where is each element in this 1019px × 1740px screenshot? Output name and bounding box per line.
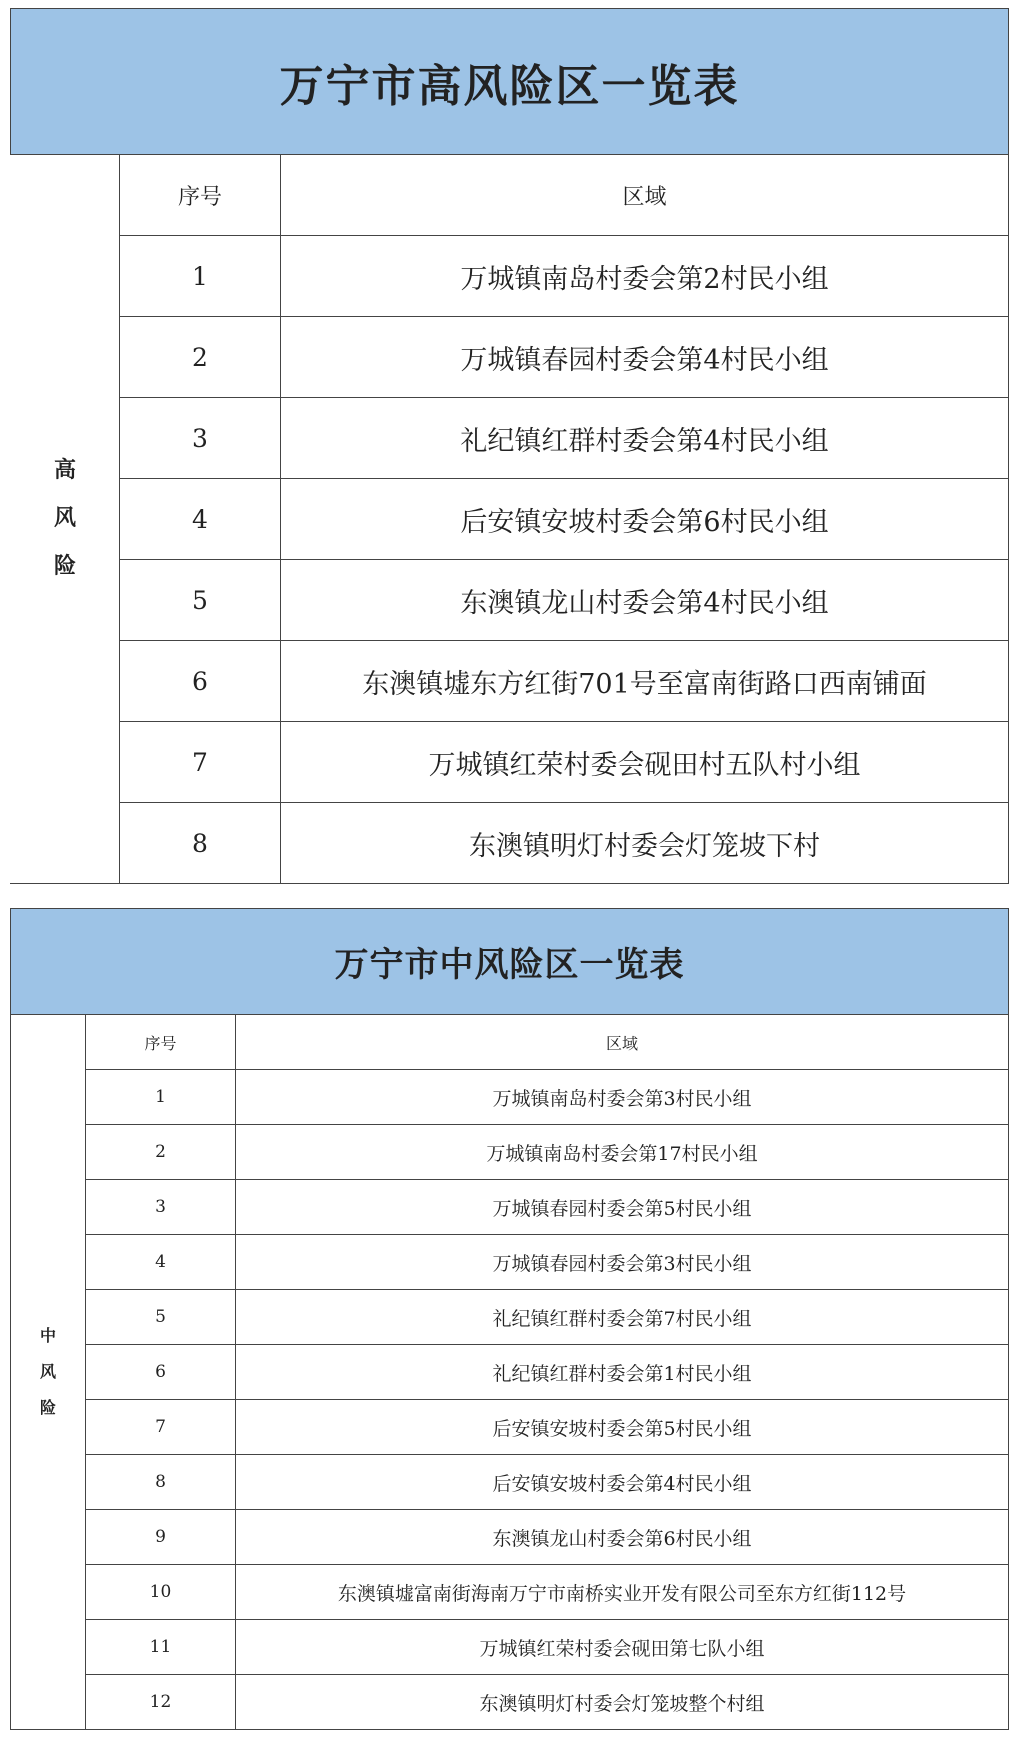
- row-area: 万城镇南岛村委会第3村民小组: [236, 1070, 1009, 1125]
- row-num: 3: [86, 1180, 236, 1235]
- row-num: 3: [120, 398, 281, 479]
- side-char: 风: [53, 506, 76, 531]
- row-area: 东澳镇墟东方红街701号至富南街路口西南铺面: [281, 641, 1009, 722]
- table-row: [11, 398, 1009, 479]
- row-num: 7: [120, 722, 281, 803]
- row-num: 8: [120, 803, 281, 884]
- row-area: 礼纪镇红群村委会第1村民小组: [236, 1345, 1009, 1400]
- row-num: 11: [86, 1620, 236, 1675]
- table-row: [11, 1345, 1009, 1400]
- column-header-num: 序号: [120, 155, 281, 236]
- row-num: 4: [120, 479, 281, 560]
- row-num: 10: [86, 1565, 236, 1620]
- row-area: 万城镇红荣村委会砚田村五队村小组: [281, 722, 1009, 803]
- row-area: 万城镇南岛村委会第2村民小组: [281, 236, 1009, 317]
- table-row: [11, 803, 1009, 884]
- high-risk-table-body: [11, 9, 1009, 884]
- row-num: 8: [86, 1455, 236, 1510]
- row-area: 东澳镇明灯村委会灯笼坡整个村组: [236, 1675, 1009, 1730]
- column-header-area: 区域: [236, 1015, 1009, 1070]
- row-area: 后安镇安坡村委会第4村民小组: [236, 1455, 1009, 1510]
- row-num: 6: [86, 1345, 236, 1400]
- table-row: [11, 1565, 1009, 1620]
- row-num: 5: [120, 560, 281, 641]
- row-area: 礼纪镇红群村委会第7村民小组: [236, 1290, 1009, 1345]
- row-num: 12: [86, 1675, 236, 1730]
- table-row: [11, 1620, 1009, 1675]
- high-risk-title: 万宁市高风险区一览表: [11, 9, 1009, 155]
- row-num: 2: [120, 317, 281, 398]
- table-row: [11, 722, 1009, 803]
- side-char: 高: [53, 458, 76, 483]
- row-num: 4: [86, 1235, 236, 1290]
- row-area: 东澳镇龙山村委会第4村民小组: [281, 560, 1009, 641]
- medium-risk-table-body: [11, 909, 1009, 1730]
- row-area: 万城镇春园村委会第4村民小组: [281, 317, 1009, 398]
- row-num: 7: [86, 1400, 236, 1455]
- row-area: 万城镇春园村委会第5村民小组: [236, 1180, 1009, 1235]
- column-header-num: 序号: [86, 1015, 236, 1070]
- table-row: [11, 1235, 1009, 1290]
- medium-risk-header-row: [11, 1015, 1009, 1070]
- table-row: [11, 1675, 1009, 1730]
- table-row: [11, 1510, 1009, 1565]
- row-area: 东澳镇明灯村委会灯笼坡下村: [281, 803, 1009, 884]
- row-area: 后安镇安坡村委会第6村民小组: [281, 479, 1009, 560]
- table-row: [11, 317, 1009, 398]
- table-row: [11, 1290, 1009, 1345]
- table-row: [11, 236, 1009, 317]
- table-row: [11, 641, 1009, 722]
- row-num: 5: [86, 1290, 236, 1345]
- high-risk-table: [10, 8, 1009, 884]
- side-char: 中: [39, 1326, 56, 1345]
- row-num: 6: [120, 641, 281, 722]
- side-char: 风: [39, 1362, 56, 1381]
- table-row: [11, 1180, 1009, 1235]
- table-row: [11, 479, 1009, 560]
- table-row: [11, 1070, 1009, 1125]
- row-area: 东澳镇墟富南街海南万宁市南桥实业开发有限公司至东方红街112号: [236, 1565, 1009, 1620]
- row-num: 1: [86, 1070, 236, 1125]
- medium-risk-side-label: [11, 1015, 86, 1730]
- table-row: [11, 1125, 1009, 1180]
- high-risk-header-row: [11, 155, 1009, 236]
- high-risk-side-label: [11, 155, 120, 884]
- row-num: 9: [86, 1510, 236, 1565]
- row-area: 万城镇春园村委会第3村民小组: [236, 1235, 1009, 1290]
- table-row: [11, 560, 1009, 641]
- table-row: [11, 1400, 1009, 1455]
- row-num: 1: [120, 236, 281, 317]
- table-row: [11, 1455, 1009, 1510]
- row-area: 东澳镇龙山村委会第6村民小组: [236, 1510, 1009, 1565]
- row-area: 万城镇南岛村委会第17村民小组: [236, 1125, 1009, 1180]
- row-area: 礼纪镇红群村委会第4村民小组: [281, 398, 1009, 479]
- row-area: 后安镇安坡村委会第5村民小组: [236, 1400, 1009, 1455]
- medium-risk-table: [10, 908, 1009, 1730]
- row-area: 万城镇红荣村委会砚田第七队小组: [236, 1620, 1009, 1675]
- side-char: 险: [53, 554, 76, 579]
- side-char: 险: [39, 1398, 56, 1417]
- medium-risk-title: 万宁市中风险区一览表: [11, 909, 1009, 1015]
- column-header-area: 区域: [281, 155, 1009, 236]
- row-num: 2: [86, 1125, 236, 1180]
